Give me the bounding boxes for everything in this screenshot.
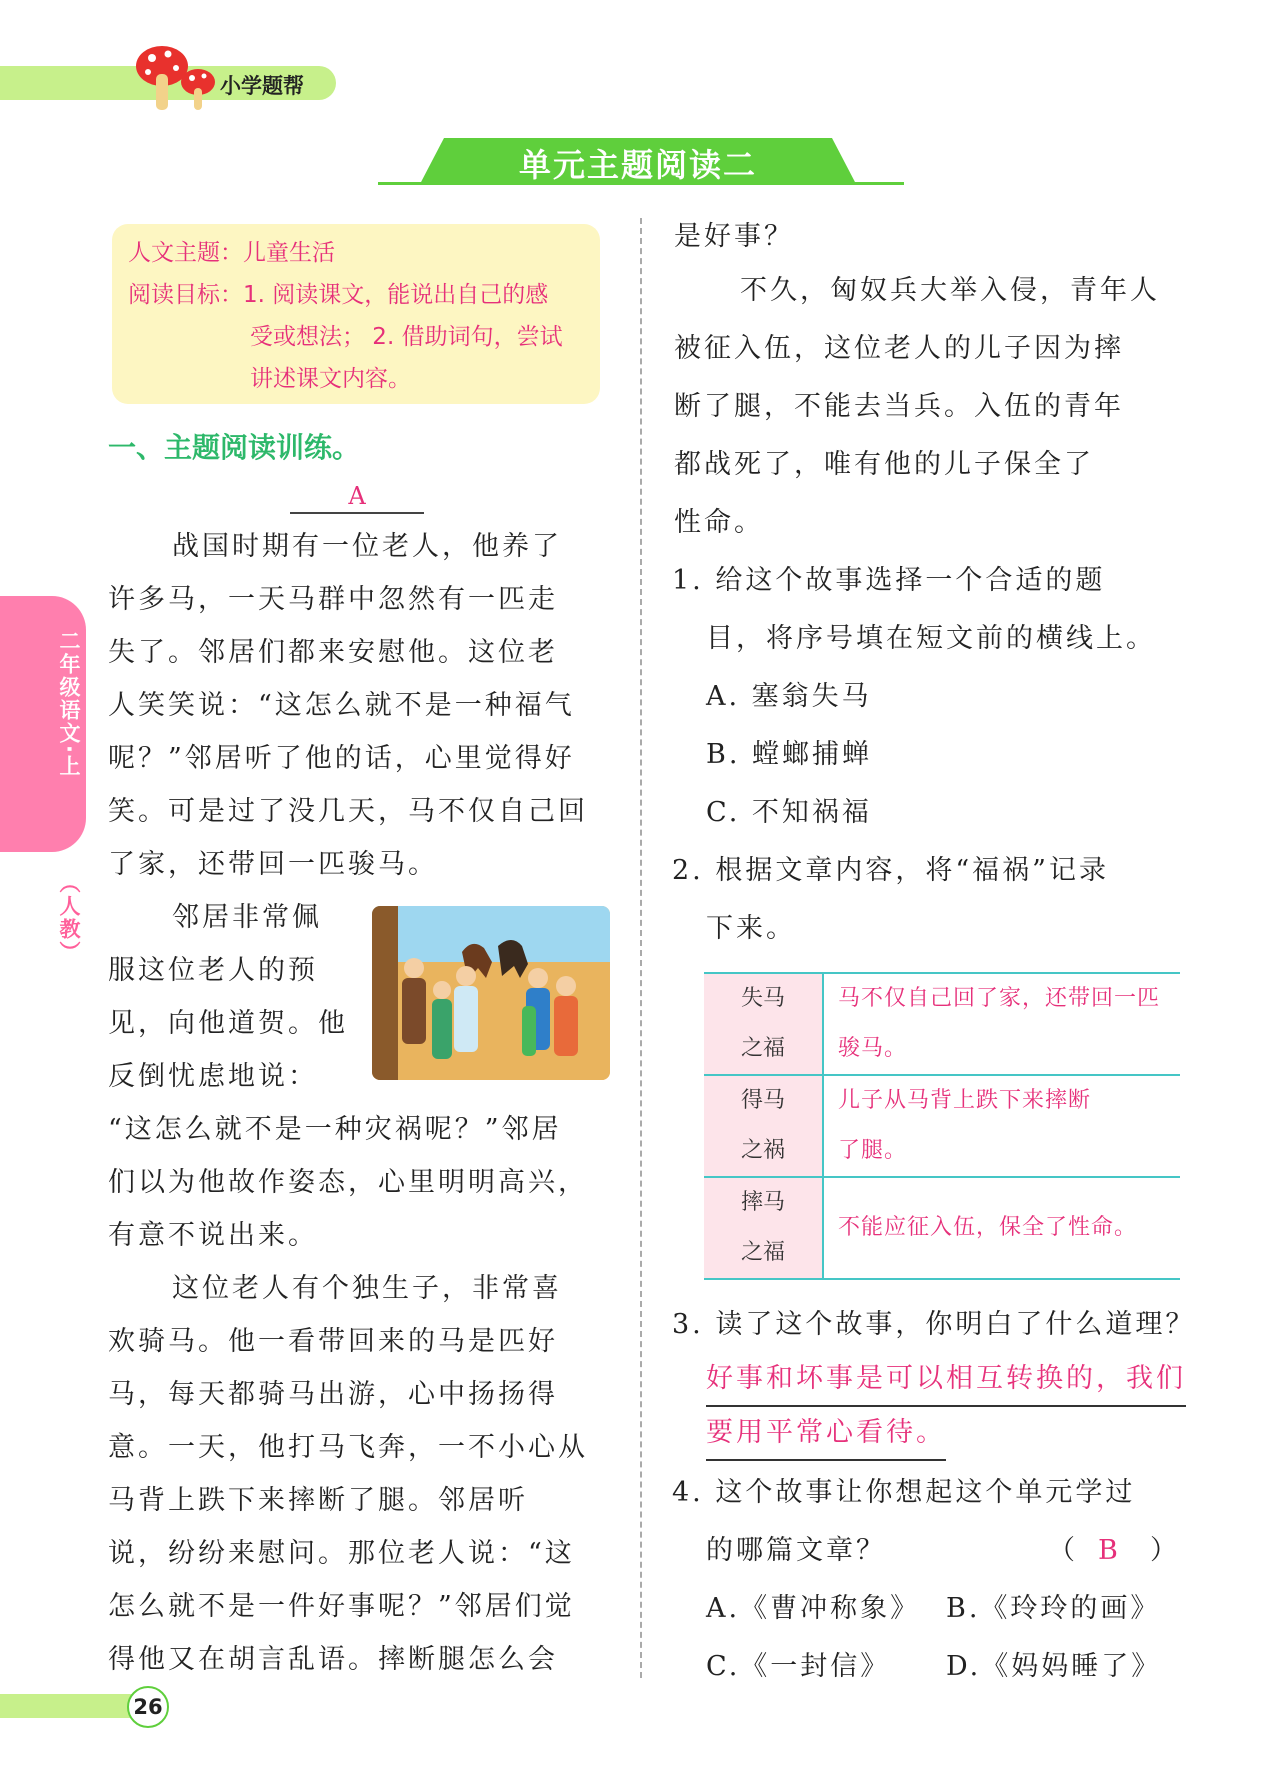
passage-line: 马背上跌下来摔断了腿。邻居听 (108, 1485, 528, 1516)
question-3-answer[interactable] (706, 1352, 1186, 1407)
passage-line: 了家，还带回一匹骏马。 (108, 849, 438, 880)
passage-line: 邻居非常佩 (172, 902, 322, 933)
brand-name: 小学题帮 (220, 74, 304, 98)
question-4-text: 4. 这个故事让你想起这个单元学过 (672, 1477, 1136, 1508)
passage-line: 战国时期有一位老人，他养了 (172, 531, 562, 562)
answer-line: 骏马。 (838, 1036, 908, 1061)
key-line: 之祸 (740, 1138, 785, 1163)
q4-option-b: B.《玲玲的画》 (946, 1593, 1161, 1624)
q4-option-c: C.《一封信》 (706, 1651, 891, 1682)
fortune-table (704, 972, 1180, 1280)
goal-target-2: 受或想法； 2. 借助词句，尝试 (250, 324, 563, 350)
passage-line: “这怎么就不是一种灾祸呢？”邻居 (108, 1114, 562, 1145)
q1-option-a: A. 塞翁失马 (706, 681, 872, 712)
key-line: 失马 (740, 986, 785, 1011)
answer-line: 马不仅自己回了家，还带回一匹 (838, 986, 1161, 1011)
story-illustration (372, 906, 610, 1080)
q1-option-c: C. 不知祸福 (706, 797, 872, 828)
passage-line: 们以为他故作姿态，心里明明高兴， (108, 1167, 588, 1198)
q4-option-a: A.《曹冲称象》 (706, 1593, 921, 1624)
q4-option-d: D.《妈妈睡了》 (946, 1651, 1162, 1682)
passage-title-blank[interactable]: A (290, 480, 424, 514)
table-row (704, 973, 1180, 1075)
passage-line: 笑。可是过了没几天，马不仅自己回 (108, 796, 588, 827)
section-title: 一、主题阅读训练。 (108, 431, 361, 464)
passage-line: 都战死了，唯有他的儿子保全了 (674, 449, 1094, 480)
answer-line: 不能应征入伍，保全了性命。 (838, 1215, 1138, 1240)
question-2-text: 下来。 (706, 913, 796, 944)
table-answer[interactable] (823, 1075, 1180, 1177)
question-2-text: 2. 根据文章内容，将“福祸”记录 (672, 855, 1109, 886)
passage-line: 呢？”邻居听了他的话，心里觉得好 (108, 743, 575, 774)
key-line: 之福 (740, 1036, 785, 1061)
table-key (704, 973, 823, 1075)
q4-paren-open: （ (1048, 1535, 1078, 1566)
passage-line: 反倒忧虑地说： (108, 1061, 318, 1092)
mushroom-icon (126, 44, 222, 114)
passage-line: 说，纷纷来慰问。那位老人说：“这 (108, 1538, 575, 1569)
table-key (704, 1177, 823, 1279)
passage-line: 有意不说出来。 (108, 1220, 318, 1251)
passage-line: 被征入伍，这位老人的儿子因为摔 (674, 333, 1124, 364)
goal-target-1: 阅读目标：1. 阅读课文，能说出自己的感 (128, 282, 549, 308)
question-1-text: 目，将序号填在短文前的横线上。 (706, 623, 1156, 654)
passage-line: 马，每天都骑马出游，心中扬扬得 (108, 1379, 558, 1410)
question-1-text: 1. 给这个故事选择一个合适的题 (672, 565, 1106, 596)
question-4-text: 的哪篇文章？ (706, 1535, 886, 1566)
passage-line: 见，向他道贺。他 (108, 1008, 348, 1039)
passage-line: 服这位老人的预 (108, 955, 318, 986)
q4-paren-close: ） (1150, 1535, 1180, 1566)
table-key (704, 1075, 823, 1177)
passage-line: 意。一天，他打马飞奔，一不小心从 (108, 1432, 588, 1463)
answer-line: 要用平常心看待。 (706, 1406, 946, 1461)
passage-line: 怎么就不是一件好事呢？”邻居们觉 (108, 1591, 575, 1622)
passage-line: 许多马，一天马群中忽然有一匹走 (108, 584, 558, 615)
edition-label: （人教） (57, 872, 81, 964)
passage-line: 得他又在胡言乱语。摔断腿怎么会 (108, 1644, 558, 1675)
key-line: 之福 (740, 1240, 785, 1265)
q4-answer-blank[interactable]: B (1098, 1535, 1121, 1566)
passage-line: 断了腿，不能去当兵。入伍的青年 (674, 391, 1124, 422)
table-row (704, 1075, 1180, 1177)
table-answer[interactable] (823, 973, 1180, 1075)
passage-line: 不久，匈奴兵大举入侵，青年人 (740, 275, 1160, 306)
unit-title: 单元主题阅读二 (518, 146, 757, 184)
grade-label: 二年级语文·上 (57, 630, 81, 778)
passage-line: 欢骑马。他一看带回来的马是匹好 (108, 1326, 558, 1357)
passage-line: 失了。邻居们都来安慰他。这位老 (108, 637, 558, 668)
table-row (704, 1177, 1180, 1279)
page-number: 26 (127, 1686, 169, 1728)
key-line: 得马 (740, 1088, 785, 1113)
answer-line: 了腿。 (838, 1138, 908, 1163)
question-3-answer[interactable] (706, 1406, 946, 1461)
goal-theme: 人文主题：儿童生活 (128, 240, 335, 266)
answer-line: 好事和坏事是可以相互转换的，我们 (706, 1352, 1186, 1407)
passage-line: 人笑笑说：“这怎么就不是一种福气 (108, 690, 575, 721)
key-line: 摔马 (740, 1190, 785, 1215)
goal-target-3: 讲述课文内容。 (250, 366, 411, 392)
passage-line: 性命。 (674, 507, 764, 538)
table-answer[interactable] (823, 1177, 1180, 1279)
passage-line: 这位老人有个独生子，非常喜 (172, 1273, 562, 1304)
q1-option-b: B. 螳螂捕蝉 (706, 739, 873, 770)
column-divider (640, 218, 642, 1678)
question-3-text: 3. 读了这个故事，你明白了什么道理？ (672, 1309, 1196, 1340)
answer-line: 儿子从马背上跌下来摔断 (838, 1088, 1092, 1113)
passage-line: 是好事？ (674, 221, 794, 252)
